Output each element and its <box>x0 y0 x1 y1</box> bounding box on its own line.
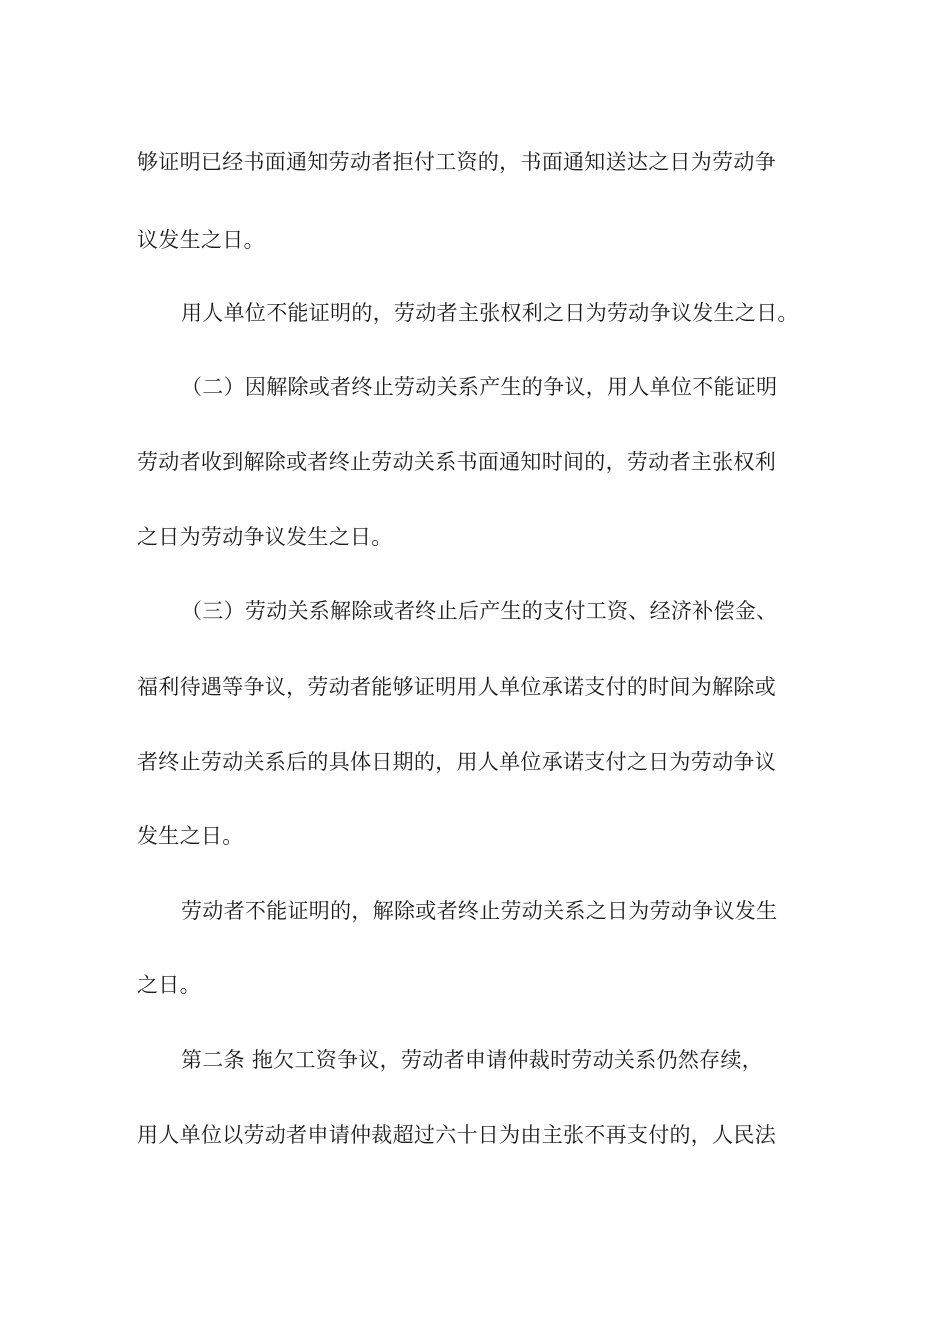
paragraph-line: （三）劳动关系解除或者终止后产生的支付工资、经济补偿金、 <box>181 599 778 623</box>
text-line: 发生之日。 <box>137 824 244 848</box>
text-line: 者终止劳动关系后的具体日期的，用人单位承诺支付之日为劳动争议 <box>137 750 776 774</box>
paragraph-line: 用人单位不能证明的，劳动者主张权利之日为劳动争议发生之日。 <box>181 301 799 325</box>
text-line: 用人单位以劳动者申请仲裁超过六十日为由主张不再支付的，人民法 <box>137 1123 776 1147</box>
text-line: 够证明已经书面通知劳动者拒付工资的，书面通知送达之日为劳动争 <box>137 150 776 174</box>
text-line: 议发生之日。 <box>137 228 265 252</box>
paragraph-line: 劳动者不能证明的，解除或者终止劳动关系之日为劳动争议发生 <box>181 899 778 923</box>
text-line: 之日为劳动争议发生之日。 <box>137 525 393 549</box>
paragraph-line: （二）因解除或者终止劳动关系产生的争议，用人单位不能证明 <box>181 375 778 399</box>
text-line: 福利待遇等争议，劳动者能够证明用人单位承诺支付的时间为解除或 <box>137 675 776 699</box>
article-line: 第二条 拖欠工资争议，劳动者申请仲裁时劳动关系仍然存续， <box>181 1048 764 1072</box>
text-line: 劳动者收到解除或者终止劳动关系书面通知时间的，劳动者主张权利 <box>137 450 776 474</box>
text-line: 之日。 <box>137 973 201 997</box>
